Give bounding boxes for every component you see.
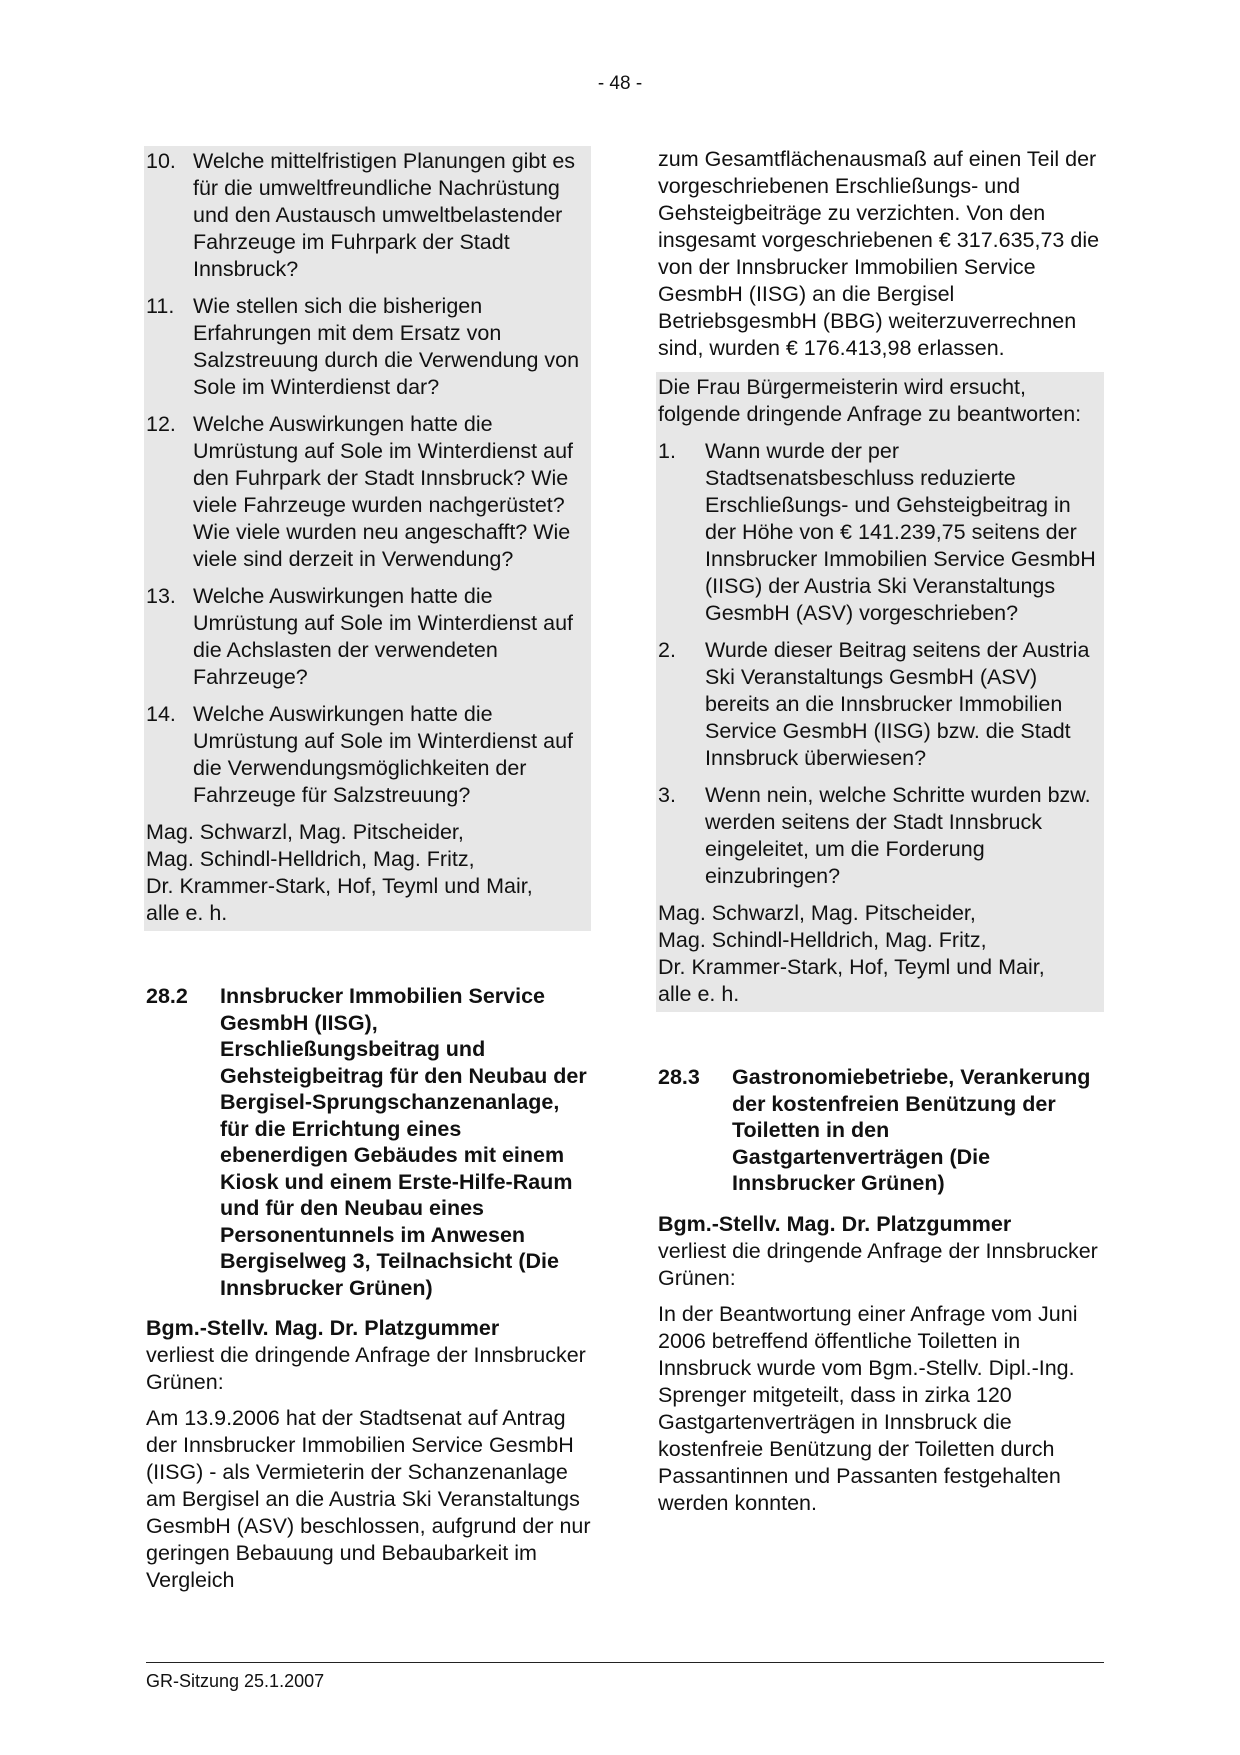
body-paragraph-right: In der Beantwortung einer Anfrage vom Juni 2006 betreffend öffentliche Toiletten in Innsbruck wurde vom Bgm.-Stellv. Dipl.-Ing. Sprenger mitgeteilt, dass in zirka 120 Gastgartenverträgen in Innsbruck die kostenfreie Benützung der Toiletten durch Passantinnen und Passanten festgehalten werden konnten.: [658, 1301, 1078, 1515]
speaker-name: Bgm.-Stellv. Mag. Dr. Platzgummer: [658, 1211, 1012, 1236]
list-item: 3. Wenn nein, welche Schritte wurden bzw. werden seitens der Stadt Innsbruck eingeleitet, um die Forderung einzubringen?: [658, 783, 1091, 888]
list-item: 14. Welche Auswirkungen hatte die Umrüstung auf Sole im Winterdienst auf die Verwendungsmöglichkeiten der Fahrzeuge für Salzstreuung?: [146, 702, 573, 807]
speaker-name: Bgm.-Stellv. Mag. Dr. Platzgummer: [146, 1316, 500, 1340]
signers-left: Mag. Schwarzl, Mag. Pitscheider, Mag. Schindl-Helldrich, Mag. Fritz, Dr. Krammer-Stark, Hof, Teyml und Mair, alle e. h.: [146, 820, 533, 925]
speaker-block-left: [146, 1315, 591, 1396]
footer-divider: [146, 1662, 1104, 1663]
list-item: 1. Wann wurde der per Stadtsenatsbeschluss reduzierte Erschließungs- und Gehsteigbeitrag in der Höhe von € 141.239,75 seitens der Innsbrucker Immobilien Service GesmbH (IISG) der Austria Ski Veranstaltungs GesmbH (ASV) vorgeschrieben?: [658, 439, 1096, 625]
continuation-paragraph: zum Gesamtflächenausmaß auf einen Teil der vorgeschriebenen Erschließungs- und Gehsteigbeiträge zu verzichten. Von den insgesamt vorgeschriebenen € 317.635,73 die von der Innsbrucker Immobilien Service GesmbH (IISG) an die Bergisel BetriebsgesmbH (BBG) weiterzuverrechnen sind, wurden € 176.413,98 erlassen.: [658, 147, 1100, 360]
request-intro: Die Frau Bürgermeisterin wird ersucht, folgende dringende Anfrage zu beantworten:: [658, 375, 1082, 426]
body-paragraph-left: Am 13.9.2006 hat der Stadtsenat auf Antrag der Innsbrucker Immobilien Service GesmbH (IISG) - als Vermieterin der Schanzenanlage am Bergisel an die Austria Ski Veranstaltungs GesmbH (ASV) beschlossen, aufgrund der nur geringen Bebauung und Bebaubarkeit im Vergleich: [146, 1406, 591, 1592]
page-number: - 48 -: [597, 73, 643, 94]
list-item: 11. Wie stellen sich die bisherigen Erfahrungen mit dem Ersatz von Salzstreuung durch die Verwendung von Sole im Winterdienst dar?: [146, 294, 580, 399]
highlighted-request-right: [656, 372, 1104, 1012]
right-column: [658, 146, 1104, 1527]
list-item: 10. Welche mittelfristigen Planungen gibt es für die umweltfreundliche Nachrüstung und den Austausch umweltbelastender Fahrzeuge im Fuhrpark der Stadt Innsbruck?: [146, 149, 576, 281]
signers-right: Mag. Schwarzl, Mag. Pitscheider, Mag. Schindl-Helldrich, Mag. Fritz, Dr. Krammer-Stark, Hof, Teyml und Mair, alle e. h.: [658, 901, 1045, 1006]
speaker-block-right: [658, 1211, 1104, 1292]
speaker-intro: verliest die dringende Anfrage der Innsbrucker Grünen:: [658, 1238, 1098, 1290]
highlighted-request-left: [144, 146, 591, 931]
section-heading-28-2: 28.2 Innsbrucker Immobilien Service GesmbH (IISG), Erschließungsbeitrag und Gehsteigbeitrag für den Neubau der Bergisel-Sprungschanzenanlage, für die Errichtung eines ebenerdigen Gebäudes mit einem Kiosk und einem Erste-Hilfe-Raum und für den Neubau eines Personentunnels im Anwesen Bergiselweg 3, Teilnachsicht (Die Innsbrucker Grünen): [146, 984, 587, 1300]
list-item: 13. Welche Auswirkungen hatte die Umrüstung auf Sole im Winterdienst auf die Achslasten der verwendeten Fahrzeuge?: [146, 584, 573, 689]
question-list-left: [146, 148, 589, 809]
speaker-intro: verliest die dringende Anfrage der Innsbrucker Grünen:: [146, 1343, 586, 1394]
left-column: [146, 146, 591, 1604]
list-item: 12. Welche Auswirkungen hatte die Umrüstung auf Sole im Winterdienst auf den Fuhrpark der Stadt Innsbruck? Wie viele Fahrzeuge wurden nachgerüstet? Wie viele wurden neu angeschafft? Wie viele sind derzeit in Verwendung?: [146, 412, 573, 571]
question-list-right: [658, 438, 1102, 890]
section-heading-28-3: 28.3 Gastronomiebetriebe, Verankerung der kostenfreien Benützung der Toiletten in den Gastgartenverträgen (Die Innsbrucker Grünen): [658, 1065, 1091, 1195]
list-item: 2. Wurde dieser Beitrag seitens der Austria Ski Veranstaltungs GesmbH (ASV) bereits an die Innsbrucker Immobilien Service GesmbH (IISG) bzw. die Stadt Innsbruck überwiesen?: [658, 638, 1090, 770]
footer-text: GR-Sitzung 25.1.2007: [146, 1671, 325, 1691]
